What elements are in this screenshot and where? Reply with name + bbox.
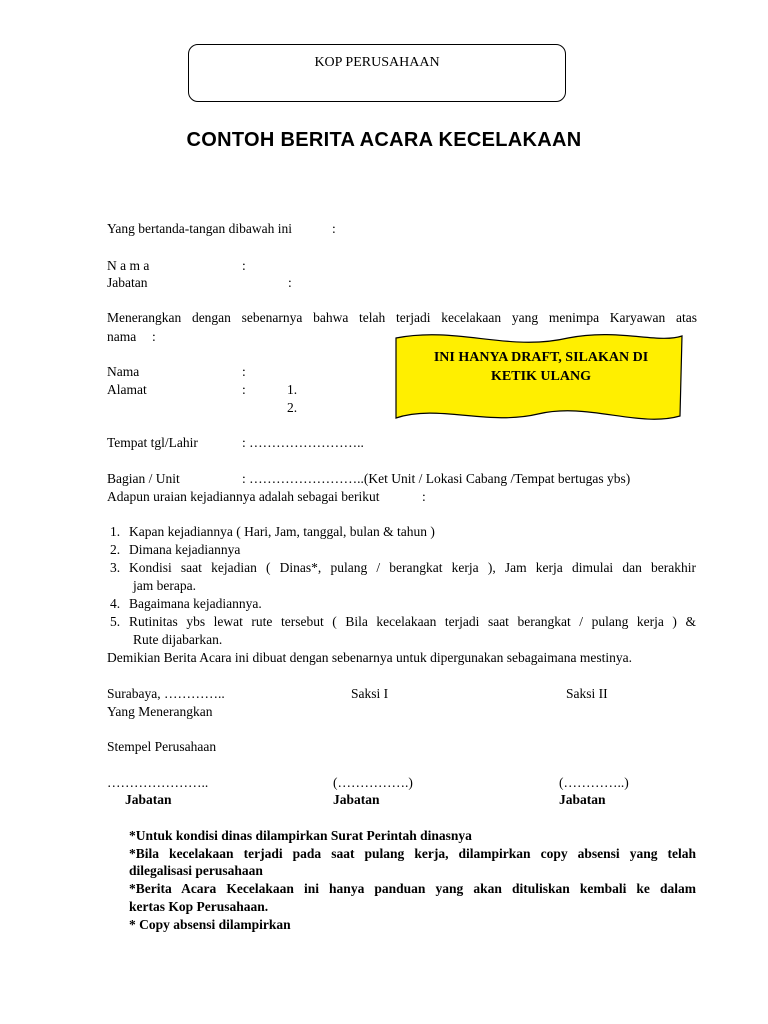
closing-statement: Demikian Berita Acara ini dibuat dengan sebenarnya untuk dipergunakan sebagaimana mestinya. — [107, 650, 632, 665]
yang-menerangkan-label: Yang Menerangkan — [107, 704, 213, 719]
employee-bagian-value: : ……………………..(Ket Unit / Lokasi Cabang /Tempat bertugas ybs) — [242, 471, 631, 486]
employee-alamat-2: 2. — [287, 400, 298, 415]
uraian-item-4-text: Bagaimana kejadiannya. — [129, 596, 262, 611]
signature-place-date: Surabaya, ………….. — [107, 686, 225, 701]
uraian-item-3-text: Kondisi saat kejadian ( Dinas*, pulang / berangkat kerja ), Jam kerja dimulai dan berakhir — [129, 560, 696, 575]
statement-colon: : — [152, 329, 156, 344]
draft-banner-line-2: KETIK ULANG — [491, 369, 591, 384]
employee-alamat-label: Alamat — [107, 382, 147, 397]
kop-perusahaan-label: KOP PERUSAHAAN — [314, 55, 440, 70]
signature-line-1: ………………….. — [107, 775, 209, 790]
employee-ttl-label: Tempat tgl/Lahir — [107, 435, 198, 450]
employee-nama-colon: : — [242, 364, 246, 379]
signer-intro-colon: : — [332, 221, 336, 236]
jabatan-label-3: Jabatan — [559, 792, 606, 807]
uraian-item-1-text: Kapan kejadiannya ( Hari, Jam, tanggal, bulan & tahun ) — [129, 524, 435, 539]
uraian-item-4-num: 4. — [110, 596, 121, 611]
uraian-item-3-cont: jam berapa. — [133, 578, 196, 593]
note-line-5: kertas Kop Perusahaan. — [129, 899, 269, 914]
signer-jabatan-colon: : — [288, 275, 292, 290]
employee-bagian-label: Bagian / Unit — [107, 471, 180, 486]
uraian-item-1-num: 1. — [110, 524, 121, 539]
employee-nama-label: Nama — [107, 364, 140, 379]
draft-banner — [400, 348, 682, 386]
signer-nama-label: N a m a — [107, 258, 150, 273]
jabatan-label-1: Jabatan — [125, 792, 172, 807]
note-line-1: *Untuk kondisi dinas dilampirkan Surat Perintah dinasnya — [129, 828, 472, 843]
document-title: CONTOH BERITA ACARA KECELAKAAN — [186, 129, 582, 151]
signature-line-2: (…………….) — [333, 775, 413, 790]
signature-line-3: (…………..) — [559, 775, 629, 790]
note-line-6: * Copy absensi dilampirkan — [129, 917, 291, 932]
signer-jabatan-label: Jabatan — [107, 275, 148, 290]
employee-alamat-1: 1. — [287, 382, 298, 397]
draft-banner-line-1: INI HANYA DRAFT, SILAKAN DI — [433, 350, 649, 365]
note-line-3: dilegalisasi perusahaan — [129, 863, 263, 878]
saksi-1-label: Saksi I — [351, 686, 389, 701]
statement-line-1: Menerangkan dengan sebenarnya bahwa telah terjadi kecelakaan yang menimpa Karyawan atas — [107, 310, 697, 325]
uraian-item-2-num: 2. — [110, 542, 121, 557]
note-line-2: *Bila kecelakaan terjadi pada saat pulang kerja, dilampirkan copy absensi yang telah — [129, 846, 696, 861]
employee-ttl-value: : …………………….. — [242, 435, 364, 450]
note-line-4: *Berita Acara Kecelakaan ini hanya panduan yang akan dituliskan kembali ke dalam — [129, 881, 696, 896]
signer-nama-colon: : — [242, 258, 246, 273]
stempel-perusahaan-label: Stempel Perusahaan — [107, 739, 217, 754]
kop-perusahaan-box — [188, 44, 566, 102]
saksi-2-label: Saksi II — [566, 686, 608, 701]
uraian-colon: : — [422, 489, 426, 504]
uraian-item-2-text: Dimana kejadiannya — [129, 542, 241, 557]
uraian-item-3-num: 3. — [110, 560, 121, 575]
signer-intro-label: Yang bertanda-tangan dibawah ini — [107, 221, 292, 236]
uraian-item-5-num: 5. — [110, 614, 121, 629]
uraian-item-5-cont: Rute dijabarkan. — [133, 632, 223, 647]
employee-alamat-colon: : — [242, 382, 246, 397]
statement-line-2: nama — [107, 329, 137, 344]
uraian-item-5-text: Rutinitas ybs lewat rute tersebut ( Bila kecelakaan terjadi saat berangkat / pulang kerja ) & — [129, 614, 696, 629]
uraian-label: Adapun uraian kejadiannya adalah sebagai berikut — [107, 489, 380, 504]
jabatan-label-2: Jabatan — [333, 792, 380, 807]
